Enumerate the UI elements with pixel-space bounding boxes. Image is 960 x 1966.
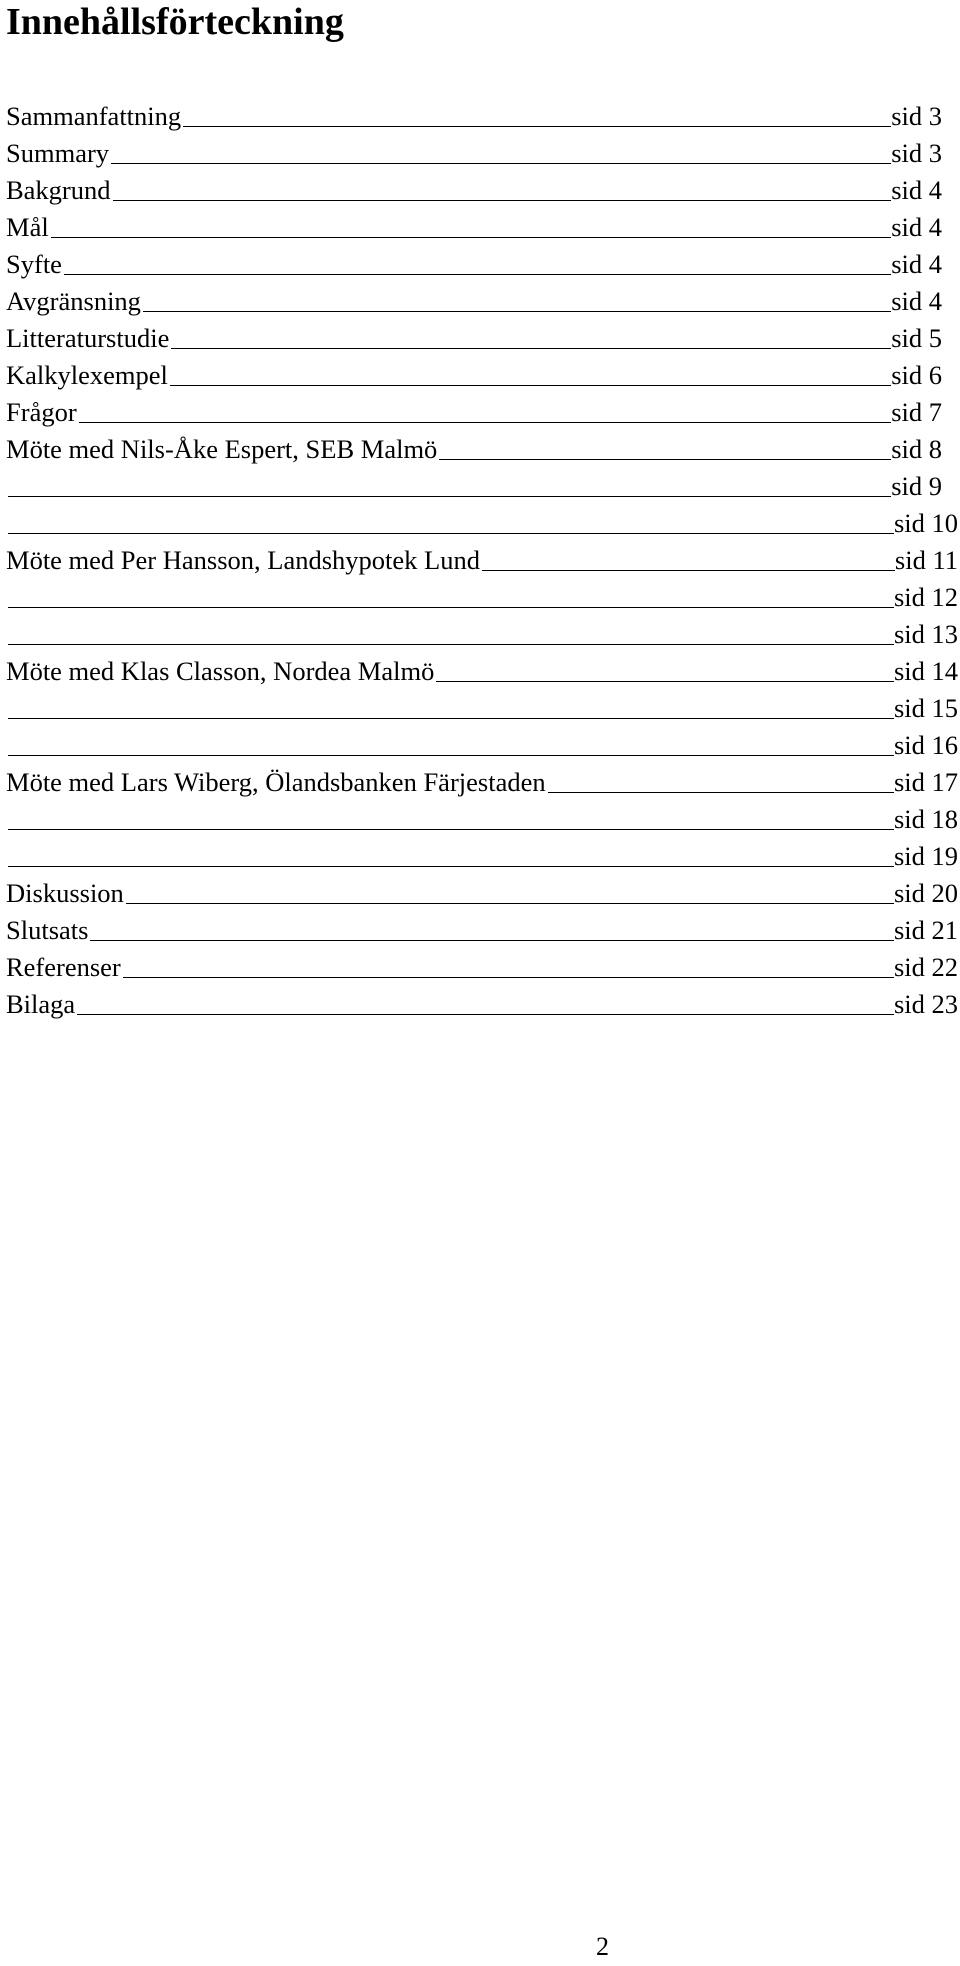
- toc-leader-line: [439, 459, 891, 460]
- table-of-contents: [6, 94, 958, 1019]
- toc-entry-label: Diskussion: [6, 878, 124, 908]
- toc-entry-page: sid 18: [893, 804, 958, 834]
- page-title: Innehållsförteckning: [6, 1, 344, 43]
- toc-leader-line: [8, 755, 894, 756]
- toc-entry-label: Referenser: [6, 952, 121, 982]
- toc-leader-line: [8, 866, 894, 867]
- toc-entry-label: Frågor: [6, 397, 77, 427]
- toc-entry-page: sid 22: [893, 952, 958, 982]
- toc-leader-line: [8, 496, 891, 497]
- toc-entry-page: sid 11: [894, 545, 958, 575]
- toc-entry: [6, 686, 958, 723]
- toc-entry: [6, 501, 958, 538]
- toc-entry-label: Summary: [6, 138, 110, 168]
- toc-entry: [6, 982, 958, 1019]
- toc-entry-label: Mål: [6, 212, 49, 242]
- toc-entry-page: sid 16: [893, 730, 958, 760]
- toc-leader-line: [548, 792, 894, 793]
- toc-entry: [6, 427, 958, 464]
- toc-leader-line: [77, 1014, 894, 1015]
- toc-entry-label: Syfte: [6, 249, 62, 279]
- toc-leader-line: [482, 570, 895, 571]
- toc-entry-label: Bilaga: [6, 989, 76, 1019]
- toc-leader-line: [64, 274, 891, 275]
- toc-entry-page: sid 10: [893, 508, 958, 538]
- toc-entry: [6, 723, 958, 760]
- toc-entry: [6, 464, 958, 501]
- toc-entry-page: sid 3: [891, 138, 942, 168]
- toc-entry-label: Möte med Lars Wiberg, Ölandsbanken Färjestaden: [6, 767, 546, 797]
- toc-entry-page: sid 17: [893, 767, 958, 797]
- toc-entry-page: sid 15: [893, 693, 958, 723]
- toc-leader-line: [123, 977, 894, 978]
- toc-entry: [6, 834, 958, 871]
- toc-leader-line: [90, 940, 893, 941]
- toc-entry: [6, 168, 958, 205]
- toc-entry-page: sid 20: [893, 878, 958, 908]
- toc-entry: [6, 94, 958, 131]
- toc-entry: [6, 908, 958, 945]
- toc-leader-line: [113, 200, 892, 201]
- toc-entry: [6, 353, 958, 390]
- toc-leader-line: [126, 903, 894, 904]
- toc-entry-label: Möte med Per Hansson, Landshypotek Lund: [6, 545, 480, 575]
- toc-entry-page: sid 8: [891, 434, 942, 464]
- toc-entry: [6, 538, 958, 575]
- toc-entry-page: sid 4: [891, 249, 942, 279]
- toc-entry-label: Sammanfattning: [6, 101, 182, 131]
- toc-entry: [6, 612, 958, 649]
- toc-entry: [6, 649, 958, 686]
- toc-entry-page: sid 6: [891, 360, 942, 390]
- toc-leader-line: [8, 644, 894, 645]
- toc-entry-page: sid 5: [891, 323, 942, 353]
- toc-entry-label: Avgränsning: [6, 286, 141, 316]
- toc-entry-page: sid 3: [891, 101, 942, 131]
- toc-entry-page: sid 23: [893, 989, 958, 1019]
- toc-entry: [6, 871, 958, 908]
- toc-leader-line: [183, 126, 891, 127]
- toc-leader-line: [171, 348, 891, 349]
- toc-leader-line: [8, 533, 894, 534]
- toc-leader-line: [8, 829, 894, 830]
- toc-leader-line: [436, 681, 894, 682]
- toc-entry-page: sid 7: [891, 397, 942, 427]
- toc-entry-page: sid 4: [891, 175, 942, 205]
- toc-entry-page: sid 12: [893, 582, 958, 612]
- toc-leader-line: [143, 311, 891, 312]
- toc-entry-page: sid 19: [893, 841, 958, 871]
- toc-entry: [6, 390, 958, 427]
- toc-entry: [6, 279, 958, 316]
- toc-entry: [6, 242, 958, 279]
- toc-entry: [6, 575, 958, 612]
- toc-entry-page: sid 14: [893, 656, 958, 686]
- toc-entry: [6, 205, 958, 242]
- toc-entry: [6, 316, 958, 353]
- toc-entry-label: Litteraturstudie: [6, 323, 170, 353]
- toc-entry: [6, 945, 958, 982]
- toc-leader-line: [79, 422, 892, 423]
- toc-entry-page: sid 9: [891, 471, 942, 501]
- toc-leader-line: [51, 237, 892, 238]
- toc-leader-line: [170, 385, 891, 386]
- toc-entry-label: Möte med Nils-Åke Espert, SEB Malmö: [6, 434, 438, 464]
- page-number: 2: [596, 1932, 609, 1961]
- toc-entry-page: sid 4: [891, 286, 942, 316]
- toc-entry-label: Slutsats: [6, 915, 89, 945]
- toc-entry-page: sid 13: [893, 619, 958, 649]
- toc-entry-page: sid 4: [891, 212, 942, 242]
- toc-entry: [6, 131, 958, 168]
- toc-entry-page: sid 21: [893, 915, 958, 945]
- toc-entry-label: Bakgrund: [6, 175, 111, 205]
- toc-entry: [6, 797, 958, 834]
- toc-entry-label: Möte med Klas Classon, Nordea Malmö: [6, 656, 435, 686]
- toc-leader-line: [111, 163, 891, 164]
- toc-entry: [6, 760, 958, 797]
- toc-entry-label: Kalkylexempel: [6, 360, 168, 390]
- toc-leader-line: [8, 718, 894, 719]
- toc-leader-line: [8, 607, 894, 608]
